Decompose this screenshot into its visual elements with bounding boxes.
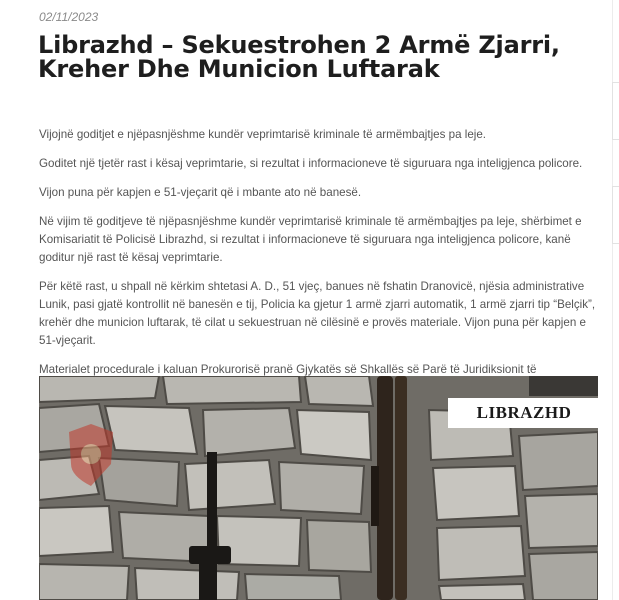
article-paragraph: Materialet procedurale i kaluan Prokurorisë pranë Gjykatës së Shkallës së Parë të Juridiksionit të: [39, 363, 537, 376]
article-paragraph: Për këtë rast, u shpall në kërkim shtetasi A. D., 51 vjeç, banues në fshatin Dranovicë, njësia administrative Lunik, pasi gjatë kontrollit në banesën e tij, Policia ka gjetur 1 armë zjarri automatik, 1 armë zjarri tip “Belçik”, krehër dhe municion luftarak, të cilat u sekuestruan në cilësinë e provës materiale. Vijon puna për kapjen e 51-vjeçarit.: [39, 280, 596, 347]
article-date: 02/11/2023: [39, 10, 99, 24]
article-paragraph: Vijojnë goditjet e njëpasnjëshme kundër veprimtarisë kriminale të armëmbajtjes pa leje.: [39, 128, 487, 141]
article-paragraph: Në vijim të goditjeve të njëpasnjëshme kundër veprimtarisë kriminale të armëmbajtjes pa leje, shërbimet e Komisariatit të Policisë Librazhd, si rezultat i informacioneve të siguruara nga inteligjenca policore, kanë goditur një rast të kësaj veprimtarie.: [39, 215, 582, 264]
article-paragraph: Vijon puna për kapjen e 51-vjeçarit që i mbante ato në banesë.: [39, 186, 362, 199]
article-body: [39, 126, 599, 408]
article-paragraph: Goditet një tjetër rast i kësaj veprimtarie, si rezultat i informacioneve të siguruara nga inteligjenca policore.: [39, 157, 583, 170]
article-photo[interactable]: [39, 376, 598, 600]
photo-location-label: LIBRAZHD: [448, 398, 598, 428]
article-title: Librazhd – Sekuestrohen 2 Armë Zjarri, Kreher Dhe Municion Luftarak: [38, 31, 560, 83]
sidebar-widget[interactable]: [612, 186, 619, 244]
sidebar-widget[interactable]: [612, 82, 619, 140]
